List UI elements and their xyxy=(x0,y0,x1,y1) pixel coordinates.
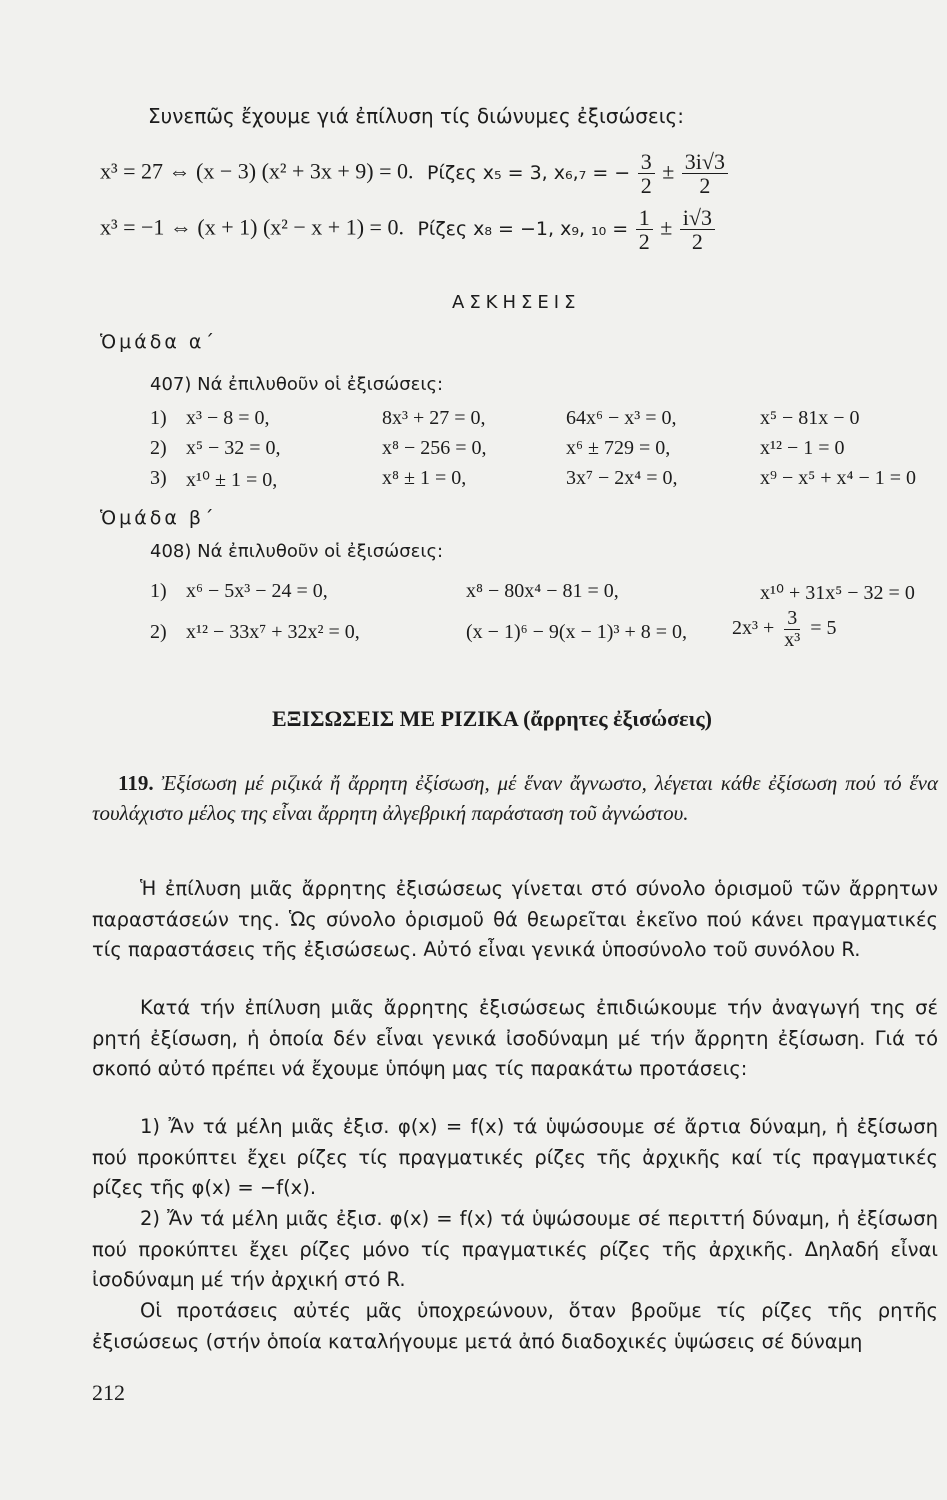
equation-2-plus-minus: ± xyxy=(660,214,673,240)
group-a-row-2-col-2: x⁸ − 256 = 0, xyxy=(382,437,487,459)
intro-line: Συνεπῶς ἔχουμε γιά ἐπίλυση τίς διώνυμες ἐξισώσεις: xyxy=(148,104,684,128)
group-a-row-3-col-4: x⁹ − x⁵ + x⁴ − 1 = 0 xyxy=(760,467,917,489)
group-a-row-1-col-1: x³ − 8 = 0, xyxy=(186,407,270,429)
group-a-row-1-col-3: 64x⁶ − x³ = 0, xyxy=(566,407,677,429)
paragraph-4: 2) Ἄν τά μέλη μιᾶς ἐξισ. φ(x) = f(x) τά ὑψώσουμε σέ περιττή δύναμη, ἡ ἐξίσωση πού προκύπτει ἔχει ρίζες μόνο τίς πραγματικές ρίζες τῆς ἀρχικῆς. Δηλαδή εἶναι ἰσοδύναμη μέ τήν ἀρχική στό R. xyxy=(92,1207,938,1291)
paragraph-5: Οἱ προτάσεις αὐτές μᾶς ὑποχρεώνουν, ὅταν βροῦμε τίς ρίζες τῆς ρητῆς ἐξισώσεως (στήν ὁποία καταλήγουμε μετά ἀπό διαδοχικές ὑψώσεις σέ δύναμη xyxy=(92,1299,938,1353)
equation-1-fraction-a: $\frac{3}{2}$ xyxy=(638,150,655,197)
group-a-row-3-col-3: 3x⁷ − 2x⁴ = 0, xyxy=(566,467,678,489)
group-a-row-2-col-1: x⁵ − 32 = 0, xyxy=(186,437,281,459)
group-b-row-2-fraction: $\frac{3}{\text{x³}}$ xyxy=(784,607,801,651)
group-a-row-3-col-1: x¹⁰ ± 1 = 0, xyxy=(186,469,278,491)
group-a-row-2-col-4: x¹² − 1 = 0 xyxy=(760,437,845,459)
exercises-heading: ΑΣΚΗΣΕΙΣ xyxy=(452,292,581,313)
group-a-label: Ὁμάδα α΄ xyxy=(100,331,217,353)
group-b-row-1-col-3: x¹⁰ + 31x⁵ − 32 = 0 xyxy=(760,582,915,604)
paragraph-3: 1) Ἄν τά μέλη μιᾶς ἐξισ. φ(x) = f(x) τά ὑψώσουμε σέ ἄρτια δύναμη, ἡ ἐξίσωση πού προκύπτει ἔχει ρίζες τίς πραγματικές ρίζες τῆς ἀρχικῆς καί τίς πραγματικές ρίζες τῆς φ(x) = −f(x). xyxy=(92,1115,938,1199)
section-title: ΕΞΙΣΩΣΕΙΣ ΜΕ ΡΙΖΙΚΑ (ἄρρητες ἐξισώσεις) xyxy=(272,706,712,731)
definition-number: 119. xyxy=(118,771,154,795)
group-a-row-3-col-2: x⁸ ± 1 = 0, xyxy=(382,467,467,489)
group-b-row-1-col-2: x⁸ − 80x⁴ − 81 = 0, xyxy=(466,580,619,602)
page-number: 212 xyxy=(92,1380,125,1405)
equation-1-plus-minus: ± xyxy=(662,158,675,184)
equation-2-fraction-a: $\frac{1}{2}$ xyxy=(636,206,653,253)
group-b-row-2-col-1: x¹² − 33x⁷ + 32x² = 0, xyxy=(186,621,360,643)
paragraph-2: Κατά τήν ἐπίλυση μιᾶς ἄρρητης ἐξισώσεως ἐπιδιώκουμε τήν ἀναγωγή της σέ ρητή ἐξίσωση, ἡ ὁποία δέν εἶναι γενικά ἰσοδύναμη μέ τήν ἄρρητη ἐξίσωση. Γιά τό σκοπό αὐτό πρέπει νά ἔχουμε ὑπόψη μας τίς παρακάτω προτάσεις: xyxy=(92,996,938,1080)
definition-text: Ἐξίσωση μέ ριζικά ἤ ἄρρητη ἐξίσωση, μέ ἕναν ἄγνωστο, λέγεται κάθε ἐξίσωση πού τό ἕνα τουλάχιστο μέλος της εἶναι ἄρρητη ἀλγεβρική παράσταση τοῦ ἀγνώστου. xyxy=(92,771,938,825)
equation-2-fraction-b: $\frac{i√3}{2}$ xyxy=(680,206,715,253)
group-a-row-3-number: 3) xyxy=(150,467,167,489)
definition-paragraph xyxy=(92,768,938,828)
group-a-row-1-col-4: x⁵ − 81x − 0 xyxy=(760,407,860,429)
group-a-row-1-col-2: 8x³ + 27 = 0, xyxy=(382,407,486,429)
group-b-row-2-number: 2) xyxy=(150,621,167,643)
group-a-prompt: 407) Νά ἐπιλυθοῦν οἱ ἐξισώσεις: xyxy=(150,374,444,395)
group-b-row-2-col-2: (x − 1)⁶ − 9(x − 1)³ + 8 = 0, xyxy=(466,621,688,643)
equation-2-roots: Ρίζες x₈ = −1, x₉, ₁₀ = xyxy=(417,217,629,240)
group-a-row-1-number: 1) xyxy=(150,407,167,429)
paragraph-1: Ἡ ἐπίλυση μιᾶς ἄρρητης ἐξισώσεως γίνεται στό σύνολο ὁρισμοῦ τῶν ἄρρητων παραστάσεών της. Ὡς σύνολο ὁρισμοῦ θά θεωρεῖται ἐκεῖνο πού κάνει πραγματικές τίς παραστάσεις τῆς ἐξισώσεως. Αὐτό εἶναι γενικά ὑποσύνολο τοῦ συνόλου R. xyxy=(92,877,938,961)
group-b-row-1-col-1: x⁶ − 5x³ − 24 = 0, xyxy=(186,580,328,602)
group-b-label: Ὁμάδα β΄ xyxy=(100,507,217,529)
equation-1-fraction-b: $\frac{3i√3}{2}$ xyxy=(682,150,728,197)
equation-1-roots: Ρίζες x₅ = 3, x₆,₇ = − xyxy=(427,161,631,184)
group-a-row-2-number: 2) xyxy=(150,437,167,459)
group-b-row-1-number: 1) xyxy=(150,580,167,602)
group-b-row-2-col-3: 2x³ + $\frac{3}{\text{x³}}$ = 5 xyxy=(732,607,837,651)
equation-1 xyxy=(100,150,730,197)
equation-2 xyxy=(100,206,717,253)
group-b-prompt: 408) Νά ἐπιλυθοῦν οἱ ἐξισώσεις: xyxy=(150,541,444,562)
equation-2-main: x³ = −1 ⇔ (x + 1) (x² − x + 1) = 0. xyxy=(100,214,404,240)
group-a-row-2-col-3: x⁶ ± 729 = 0, xyxy=(566,437,671,459)
equation-1-main: x³ = 27 ⇔ (x − 3) (x² + 3x + 9) = 0. xyxy=(100,158,414,184)
